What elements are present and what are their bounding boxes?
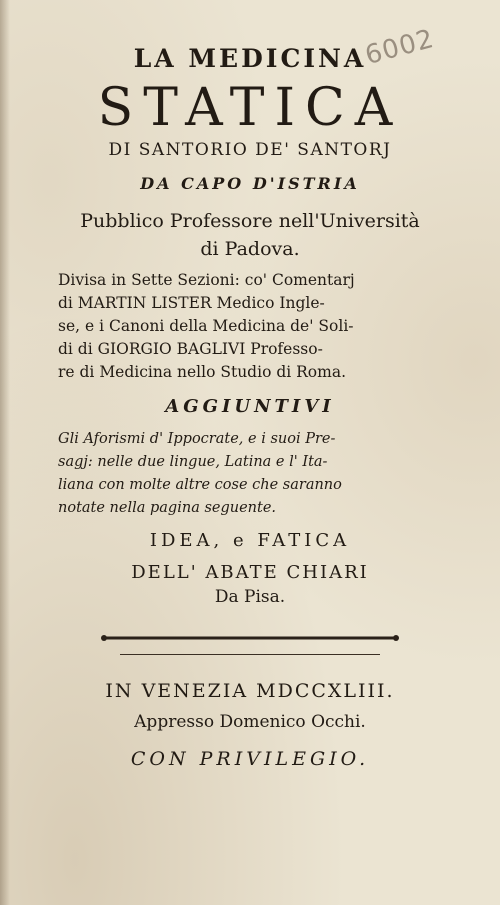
title-main: STATICA [97,78,403,138]
description-line: di di GIORGIO BAGLIVI Professo- [58,340,323,358]
description-line: re di Medicina nello Studio di Roma. [58,363,346,381]
handwritten-catalog-number: 6002 [362,23,438,71]
imprint-printer: Appresso Domenico Occhi. [134,712,366,732]
author-role-line-1: Pubblico Professore nell'Università [80,210,420,232]
editor-line-2: DELL' ABATE CHIARI [131,562,369,583]
aggiuntivi-line: notate nella pagina seguente. [58,500,277,516]
author-role-line-2: di Padova. [200,238,300,260]
thin-rule [120,654,380,655]
imprint-place-date: IN VENEZIA MDCCXLIII. [105,680,395,702]
description-line: di MARTIN LISTER Medico Ingle- [58,294,325,312]
title-line-1: LA MEDICINA [133,44,367,73]
aggiuntivi-line: sagj: nelle due lingue, Latina e l' Ita- [58,454,328,470]
editor-line-1: IDEA, e FATICA [149,530,351,551]
author-origin: DA CAPO D'ISTRIA [140,174,360,193]
aggiuntivi-line: Gli Aforismi d' Ippocrate, e i suoi Pre- [58,431,336,447]
title-line-3: DI SANTORIO DE' SANTORJ [108,140,392,160]
editor-line-3: Da Pisa. [214,587,286,607]
imprint-privilege: CON PRIVILEGIO. [130,748,370,770]
description-line: Divisa in Sette Sezioni: co' Comentarj [58,271,355,289]
aggiuntivi-heading: AGGIUNTIVI [165,396,335,417]
description-line: se, e i Canoni della Medicina de' Soli- [58,317,354,335]
ornamental-rule [100,633,400,643]
aggiuntivi-line: liana con molte altre cose che saranno [58,477,342,493]
